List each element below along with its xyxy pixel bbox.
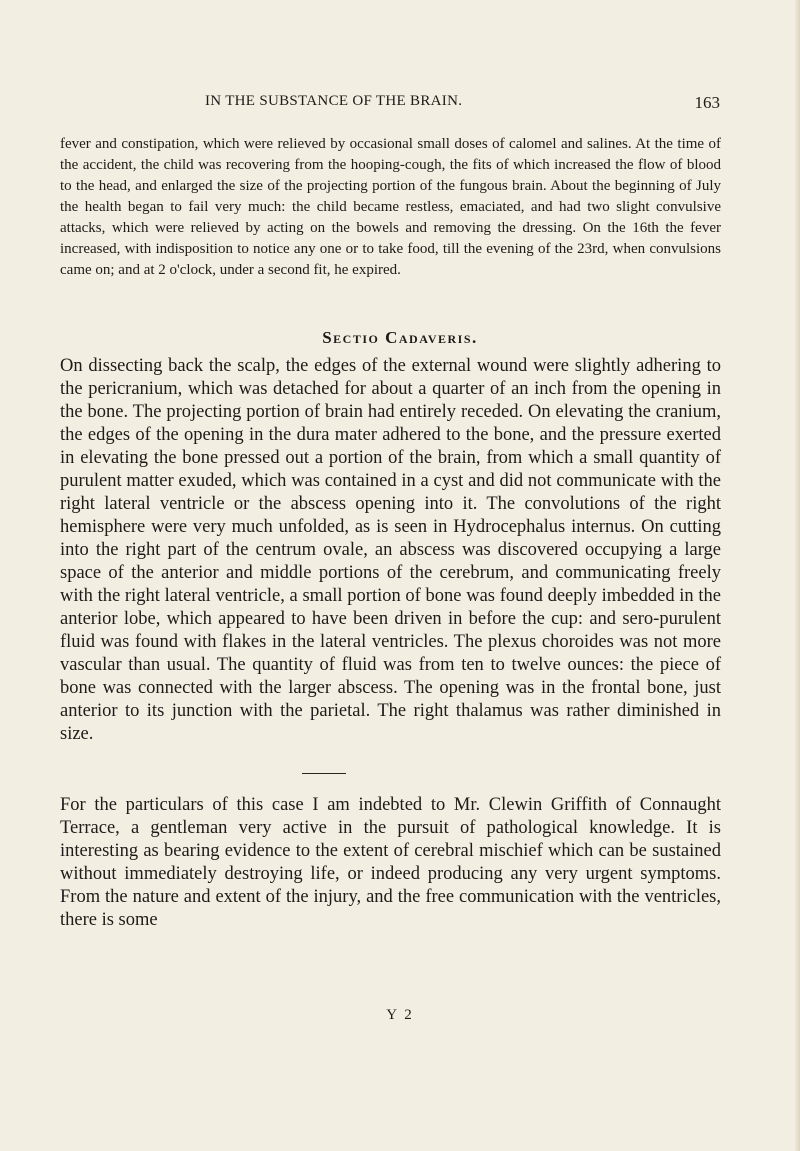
section-heading: Sectio Cadaveris.: [322, 328, 478, 347]
running-head: [60, 93, 720, 117]
section-divider-rule: [302, 773, 346, 774]
signature-mark: Y 2: [386, 1007, 414, 1023]
running-title: IN THE SUBSTANCE OF THE BRAIN.: [205, 93, 463, 109]
page-edge-shadow: [794, 0, 800, 1151]
commentary-paragraph: For the particulars of this case I am indebted to Mr. Clewin Griffith of Connaught Terrace, a gentleman very active in the pursuit of pathological knowledge. It is interesting as bearing evidence to the extent of cerebral mischief which can be sustained without immediately destroying life, or indeed producing any very urgent symptoms. From the nature and extent of the injury, and the free communication with the ventricles, there is some: [60, 795, 721, 930]
case-history-paragraph: fever and constipation, which were relieved by occasional small doses of calomel and salines. At the time of the accident, the child was recovering from the hooping-cough, the fits of which increased the flow of blood to the head, and enlarged the size of the projecting portion of the fungous brain. About the beginning of July the health began to fail very much: the child became restless, emaciated, and had two slight convulsive attacks, which were relieved by acting on the bowels and removing the dressing. On the 16th the fever increased, with indisposition to notice any one or to take food, till the evening of the 23rd, when convulsions came on; and at 2 o'clock, under a second fit, he expired.: [60, 136, 721, 278]
page-number: 163: [694, 93, 720, 112]
autopsy-paragraph: On dissecting back the scalp, the edges of the external wound were slightly adhering to the pericranium, which was detached for about a quarter of an inch from the opening in the bone. The projecting portion of brain had entirely receded. On elevating the cranium, the edges of the opening in the dura mater adhered to the bone, and the pressure exerted in elevating the bone pressed out a portion of the brain, from which a small quantity of purulent matter exuded, which was contained in a cyst and did not communicate with the right lateral ventricle or the abscess opening into it. The convolutions of the right hemisphere were very much unfolded, as is seen in Hydrocephalus internus. On cutting into the right part of the centrum ovale, an abscess was discovered occupying a large space of the anterior and middle portions of the cerebrum, and communicating freely with the right lateral ventricle, a small portion of bone was found deeply imbedded in the anterior lobe, which appeared to have been driven in before the cup: and sero-purulent fluid was found with flakes in the lateral ventricles. The plexus choroides was not more vascular than usual. The quantity of fluid was from ten to twelve ounces: the piece of bone was connected with the larger abscess. The opening was in the frontal bone, just anterior to its junction with the parietal. The right thalamus was rather diminished in size.: [60, 356, 721, 744]
